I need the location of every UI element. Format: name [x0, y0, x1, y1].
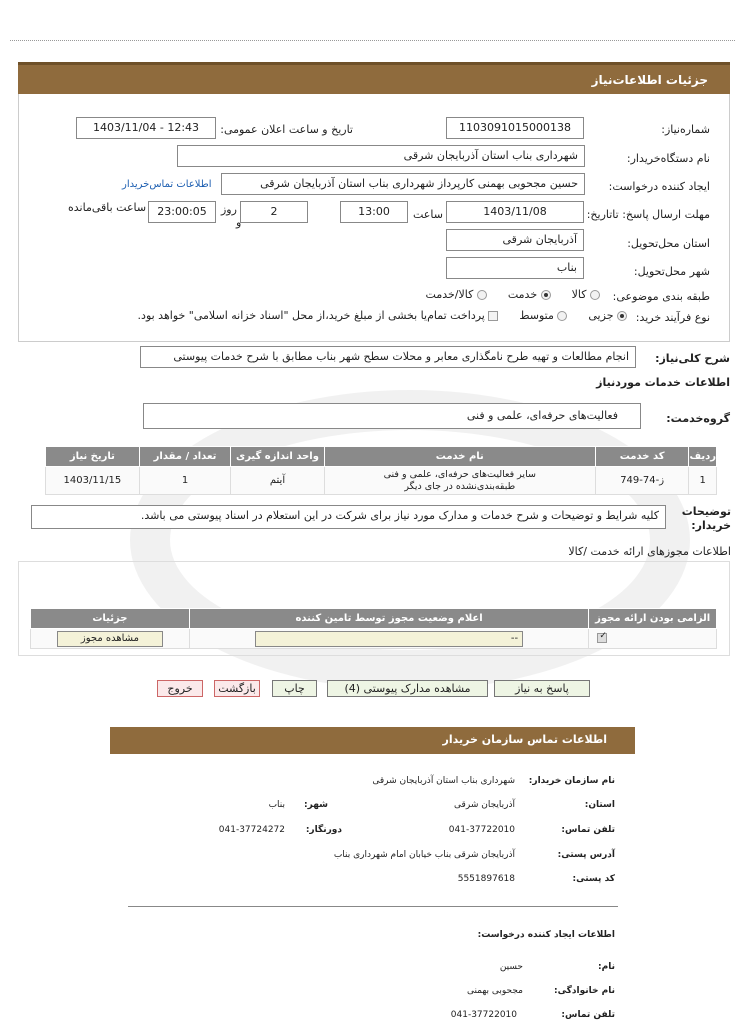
cell-required — [589, 629, 717, 649]
creator-last-name: مجحوبی بهمنی — [466, 986, 523, 996]
contact-postal: 5551897618 — [457, 874, 515, 884]
process-label: نوع فرآیند خرید: — [635, 311, 710, 324]
category-radio-group — [426, 288, 600, 301]
payment-note: پرداخت تمام‌یا بخشی از مبلغ خرید،از محل "اسناد خزانه اسلامی" خواهد بود. — [137, 309, 485, 322]
treasury-checkbox[interactable] — [488, 311, 498, 321]
creator-last-name-label: نام خانوادگی: — [553, 986, 615, 996]
buyer-org-label: نام دستگاه‌خریدار: — [626, 152, 710, 165]
province-field: آذربایجان شرقی — [446, 229, 584, 251]
col-row: ردیف — [689, 447, 717, 467]
creator-phone-label: تلفن تماس: — [561, 1010, 615, 1020]
radio-goods-service[interactable] — [477, 290, 487, 300]
radio-goods-service-label: کالا/خدمت — [425, 288, 474, 301]
col-permit-required: الزامی بودن ارائه مجوز — [589, 609, 717, 629]
contact-phone-label: تلفن تماس: — [561, 825, 615, 835]
contact-fax-label: دورنگار: — [305, 825, 342, 835]
cell-name: سایر فعالیت‌های حرفه‌ای، علمی و فنی طبقه‌بندی‌نشده در جای دیگر — [324, 467, 595, 495]
buyer-notes-label: توضیحات خریدار: — [681, 505, 731, 532]
creator-phone: 041-37722010 — [450, 1010, 517, 1020]
cell-status — [189, 629, 589, 649]
contact-city-label: شهر: — [304, 800, 328, 810]
cell-unit: آیتم — [231, 467, 324, 495]
col-permit-details: جزئیات — [31, 609, 190, 629]
radio-service-label: خدمت — [507, 288, 538, 301]
announce-label: تاریخ و ساعت اعلان عمومی: — [220, 123, 353, 136]
contact-phone: 041-37722010 — [448, 825, 515, 835]
cell-date: 1403/11/15 — [46, 467, 140, 495]
col-date: تاریخ نیاز — [46, 447, 140, 467]
required-checkbox[interactable]: ✓ — [599, 631, 607, 641]
contact-province-label: استان: — [584, 800, 615, 810]
contact-org-label: نام سازمان خریدار: — [528, 776, 615, 786]
services-table — [45, 446, 717, 495]
creator-field: حسین مجحوبی بهمنی کارپرداز شهرداری بناب استان آذربایجان شرقی — [221, 173, 585, 195]
buyer-org-field: شهرداری بناب استان آذربایجان شرقی — [177, 145, 585, 167]
buyer-notes-field: کلیه شرایط و توضیحات و شرح خدمات و مدارک مورد نیاز برای شرکت در این استعلام در اسناد پیوستی می باشد. — [31, 505, 666, 529]
back-button[interactable]: بازگشت — [214, 680, 260, 697]
announce-field: 1403/11/04 - 12:43 — [76, 117, 216, 139]
top-divider — [10, 40, 735, 41]
description-field: انجام مطالعات و تهیه طرح نامگذاری معابر و محلات سطح شهر بناب مطابق با شرح خدمات پیوستی — [140, 346, 636, 368]
need-number-field: 1103091015000138 — [446, 117, 584, 139]
permits-table-header — [31, 609, 717, 629]
cell-qty: 1 — [139, 467, 231, 495]
radio-service[interactable] — [541, 290, 551, 300]
radio-minor[interactable] — [617, 311, 627, 321]
col-permit-status: اعلام وضعیت مجوز توسط تامین کننده — [189, 609, 589, 629]
remaining-label: ساعت باقی‌مانده — [68, 201, 147, 214]
exit-button[interactable]: خروج — [157, 680, 203, 697]
category-label: طبقه بندی موضوعی: — [612, 290, 710, 303]
contact-city: بناب — [268, 800, 285, 810]
table-row — [31, 629, 717, 649]
services-heading: اطلاعات خدمات موردنیاز — [596, 376, 730, 389]
process-radio-group — [138, 309, 627, 322]
time-label: ساعت — [413, 208, 443, 221]
creator-label: ایجاد کننده درخواست: — [608, 180, 710, 193]
contact-address-label: آدرس پستی: — [557, 850, 615, 860]
days-and: و — [236, 216, 242, 229]
reply-button[interactable]: پاسخ به نیاز — [494, 680, 590, 697]
contact-address: آذربایجان شرقی بناب خیابان امام شهرداری بناب — [333, 850, 515, 860]
contact-title: اطلاعات تماس سازمان خریدار — [442, 733, 607, 746]
cell-details — [31, 629, 190, 649]
creator-info-heading: اطلاعات ایجاد کننده درخواست: — [477, 930, 615, 940]
col-name: نام خدمت — [324, 447, 595, 467]
contact-fax: 041-37724272 — [218, 825, 285, 835]
permits-heading: اطلاعات مجوزهای ارائه خدمت /کالا — [568, 545, 731, 558]
days-label: روز — [221, 203, 237, 216]
col-unit: واحد اندازه گیری — [231, 447, 324, 467]
view-permit-button[interactable]: مشاهده مجوز — [57, 631, 163, 647]
city-field: بناب — [446, 257, 584, 279]
deadline-date-field: 1403/11/08 — [446, 201, 584, 223]
service-group-field: فعالیت‌های حرفه‌ای، علمی و فنی — [143, 403, 641, 429]
radio-minor-label: جزیی — [588, 309, 614, 322]
col-qty: تعداد / مقدار — [139, 447, 231, 467]
col-code: کد خدمت — [595, 447, 689, 467]
creator-first-name: حسین — [499, 962, 523, 972]
radio-medium[interactable] — [557, 311, 567, 321]
need-number-label: شماره‌نیاز: — [661, 123, 710, 136]
radio-goods-label: کالا — [571, 288, 587, 301]
city-label: شهر محل‌تحویل: — [633, 265, 710, 278]
creator-first-name-label: نام: — [598, 962, 615, 972]
services-table-header — [46, 447, 717, 467]
remaining-time-field: 23:00:05 — [148, 201, 216, 223]
print-button[interactable]: چاپ — [272, 680, 317, 697]
permit-status-field[interactable]: -- — [255, 631, 523, 647]
contact-header — [110, 727, 635, 754]
table-row — [46, 467, 717, 495]
cell-row: 1 — [689, 467, 717, 495]
contact-postal-label: کد پستی: — [572, 874, 615, 884]
attachments-button[interactable]: مشاهده مدارک پیوستی (4) — [327, 680, 488, 697]
permits-table — [30, 608, 717, 649]
contact-org: شهرداری بناب استان آذربایجان شرقی — [372, 776, 515, 786]
page-header — [18, 62, 730, 94]
radio-medium-label: متوسط — [519, 309, 554, 322]
days-field: 2 — [240, 201, 308, 223]
deadline-label: مهلت ارسال پاسخ: تاتاریخ: — [586, 208, 710, 221]
page-title: جزئیات اطلاعات‌نیاز — [591, 73, 708, 87]
service-group-label: گروه‌خدمت: — [666, 412, 730, 425]
description-label: شرح کلی‌نیاز: — [655, 352, 730, 365]
contact-divider — [128, 906, 618, 907]
radio-goods[interactable] — [590, 290, 600, 300]
buyer-contact-link[interactable]: اطلاعات تماس‌خریدار — [122, 179, 212, 190]
cell-code: ز-74-749 — [595, 467, 689, 495]
deadline-time-field: 13:00 — [340, 201, 408, 223]
province-label: استان محل‌تحویل: — [627, 237, 710, 250]
contact-province: آذربایجان شرقی — [454, 800, 515, 810]
